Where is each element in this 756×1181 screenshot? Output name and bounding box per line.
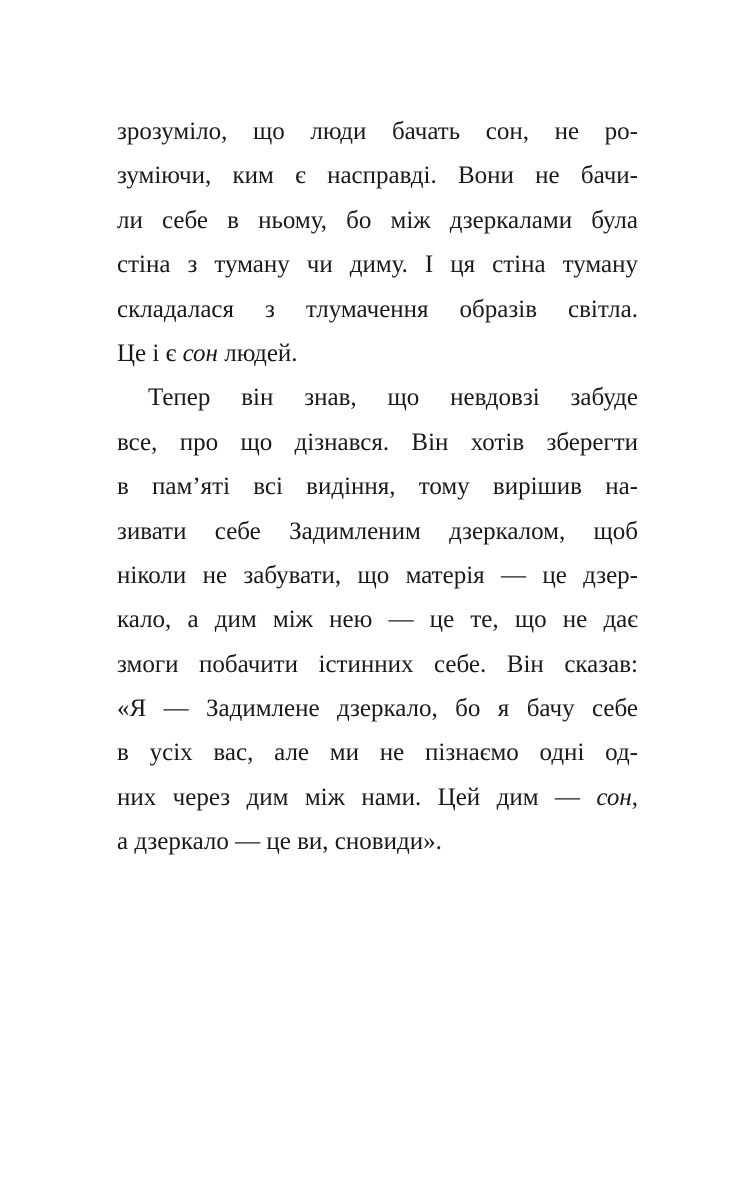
text-span: зивати себе Задимленим дзеркалом, щоб [117,517,638,545]
text-span: складалася з тлумачення образів світла. [117,295,638,323]
text-line [117,820,638,864]
text-line [117,154,638,198]
text-span: в усіх вас, але ми не пізнаємо одні од- [117,739,638,767]
text-line [117,687,638,731]
italic-text: сон [596,783,632,811]
text-line [117,421,638,465]
text-span: , [631,783,638,811]
text-span: ли себе в ньому, бо між дзеркалами була [117,206,638,234]
text-line [117,332,638,376]
text-span: Тепер він знав, що невдовзі забуде [148,384,638,412]
text-line [117,465,638,509]
text-line [117,243,638,287]
text-span: в пам’яті всі видіння, тому вирішив на- [117,473,638,501]
text-span: кало, а дим між нею — це те, що не дає [117,606,638,634]
text-span: а дзеркало — це ви, сновиди». [117,828,442,856]
body-text [117,110,638,865]
text-line [117,554,638,598]
text-span: ніколи не забувати, що матерія — це дзер- [117,561,638,589]
text-line [117,288,638,332]
text-line [117,510,638,554]
text-line [117,643,638,687]
text-line [117,776,638,820]
italic-text: сон [182,339,218,367]
text-span: них через дим між нами. Цей дим — [117,783,597,811]
text-line [117,199,638,243]
text-span: людей. [217,339,298,367]
text-span: все, про що дізнався. Він хотів зберегти [117,428,638,456]
text-line [117,731,638,775]
text-span: зрозуміло, що люди бачать сон, не ро- [117,118,638,145]
text-span: «Я — Задимлене дзеркало, бо я бачу себе [117,695,638,723]
text-span: Це і є [117,339,183,367]
text-line [117,598,638,642]
text-span: зуміючи, ким є насправді. Вони не бачи- [117,162,638,190]
text-span: стіна з туману чи диму. І ця стіна туману [117,251,638,279]
text-line [117,110,638,154]
text-line [117,376,638,420]
text-span: змоги побачити істинних себе. Він сказав: [117,650,638,678]
